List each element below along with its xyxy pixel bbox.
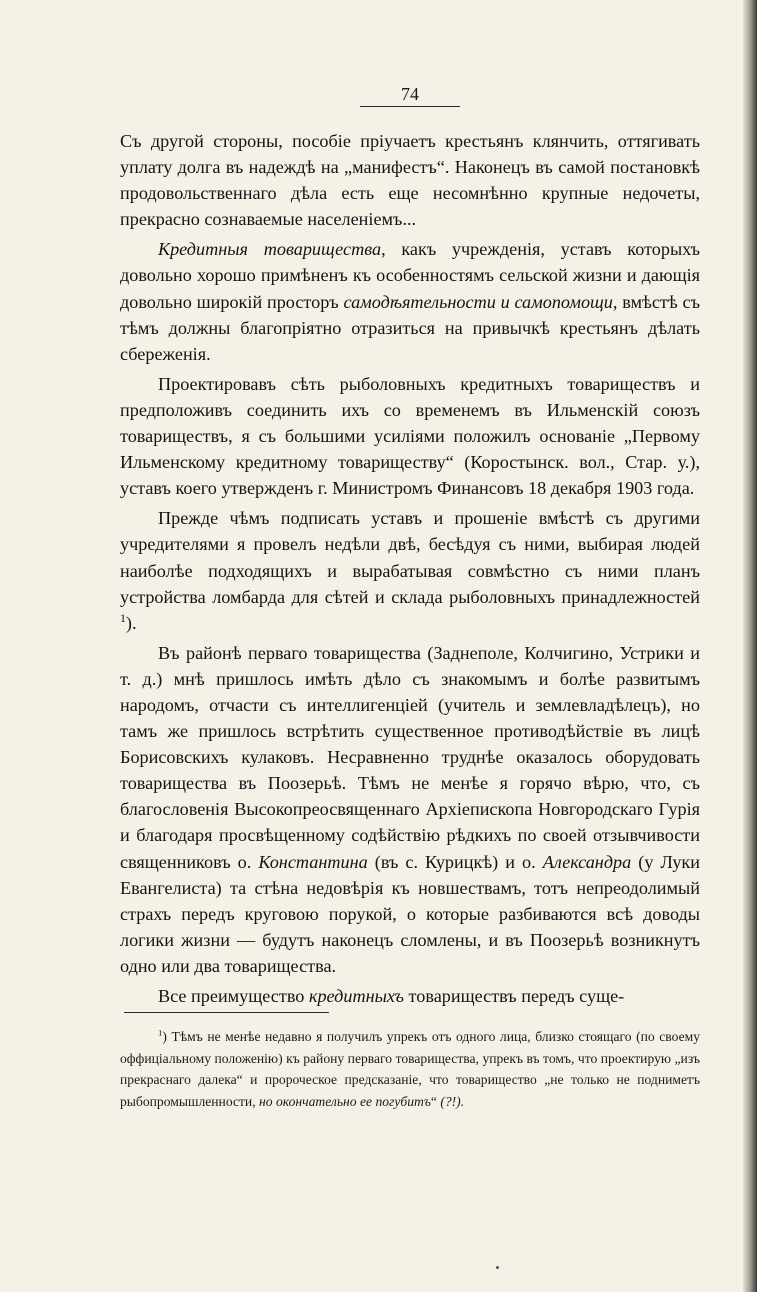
italic-text: Константина xyxy=(258,851,368,872)
footnote-rule xyxy=(124,1012,329,1013)
book-spine-shadow xyxy=(743,0,757,1292)
footnote-marker: 1 xyxy=(120,610,126,625)
paragraph xyxy=(120,236,700,366)
paragraph xyxy=(120,983,700,1009)
text-run: Съ другой стороны, пособіе пріучаетъ крестьянъ клянчить, оттягивать уплату долга въ надеждѣ на „манифестъ“. Наконецъ въ самой постановкѣ продовольственнаго дѣла есть еще несомнѣнно крупные недочеты, прекрасно сознаваемые населеніемъ... xyxy=(120,131,700,230)
italic-text: Кредитныя товарищества xyxy=(158,239,382,260)
text-run: (у Луки Евангелиста) та стѣна недовѣрія къ новшествамъ, тотъ непреодолимый страхъ передъ круговою порукой, о которые разбиваются всѣ доводы логики жизни — будутъ наконецъ сломлены, и въ Поозерьѣ возникнутъ одно или два товарищества. xyxy=(120,851,701,976)
text-run: Проектировавъ сѣть рыболовныхъ кредитныхъ товариществъ и предположивъ соединить ихъ со временемъ въ Ильменскій союзъ товариществъ, я съ большими усиліями положилъ основаніе „Первому Ильменскому кредитному товариществу“ (Коростынск. вол., Стар. у.), уставъ коего утвержденъ г. Министромъ Финансовъ 18 декабря 1903 года. xyxy=(120,373,700,499)
text-run: Все преимущество xyxy=(158,986,309,1006)
paragraph xyxy=(120,128,700,232)
paragraph xyxy=(120,371,700,501)
paragraph xyxy=(120,505,700,635)
text-run: товариществъ передъ суще- xyxy=(404,986,625,1006)
italic-text: самодѣятельности и самопомощи xyxy=(343,291,613,312)
italic-text: (?!). xyxy=(440,1093,465,1109)
text-run: Въ районѣ перваго товарищества (Заднеполе, Колчигино, Устрики и т. д.) мнѣ пришлось имѣть дѣло съ знакомымъ и болѣе развитымъ народомъ, отчасти съ интеллигенціей (учитель и землевладѣлецъ), но тамъ же пришлось встрѣтить существенное противодѣйствіе въ лицѣ Борисовскихъ кулаковъ. Несравненно труднѣе оказалось оборудовать товарищества въ Поозерьѣ. Тѣмъ не менѣе я горячо вѣрю, что, съ благословенія Высокопреосвященнаго Архіепископа Новгородскаго Гурія и благодаря просвѣщенному содѣйствію рѣдкихъ по своей отзывчивости священниковъ о. xyxy=(120,642,700,872)
text-run: , вмѣстѣ съ тѣмъ должны благопріятно отразиться на привычкѣ крестьянъ дѣлать сбереженія. xyxy=(120,291,701,364)
italic-text: но окончательно ее погубитъ xyxy=(259,1093,431,1109)
body-text xyxy=(120,128,700,1009)
text-run: , какъ учрежденія, уставъ которыхъ довольно хорошо примѣненъ къ особенностямъ сельской жизни и дающія довольно широкій просторъ xyxy=(120,239,700,312)
footnote xyxy=(120,1026,700,1112)
italic-text: Александра xyxy=(542,851,632,872)
text-run: “ xyxy=(430,1093,441,1109)
text-run: (въ с. Курицкѣ) и о. xyxy=(367,851,543,872)
page-number-rule xyxy=(360,106,460,107)
page-number: 74 xyxy=(401,84,419,104)
footnote-marker: 1 xyxy=(158,1027,163,1038)
paragraph xyxy=(120,640,700,979)
italic-text: кредитныхъ xyxy=(308,986,404,1006)
text-run: ) Тѣмъ не менѣе недавно я получилъ упрекъ отъ одного лица, близко стоящаго (по своему оффиціальному положенію) къ району перваго товарищества, упрекъ въ томъ, что проектирую „изъ прекраснаго далека“ и пророческое предсказаніе, что товарищество „не только не подниметъ рыбопромышленности, xyxy=(120,1029,700,1109)
print-speck xyxy=(496,1266,499,1269)
text-run: ). xyxy=(125,612,137,633)
text-run: Прежде чѣмъ подписать уставъ и прошеніе вмѣстѣ съ другими учредителями я провелъ недѣли двѣ, бесѣдуя съ ними, выбирая людей наиболѣе подходящихъ и вырабатывая совмѣстно съ ними планъ устройства ломбарда для сѣтей и склада рыболовныхъ принадлежностей xyxy=(120,508,700,607)
